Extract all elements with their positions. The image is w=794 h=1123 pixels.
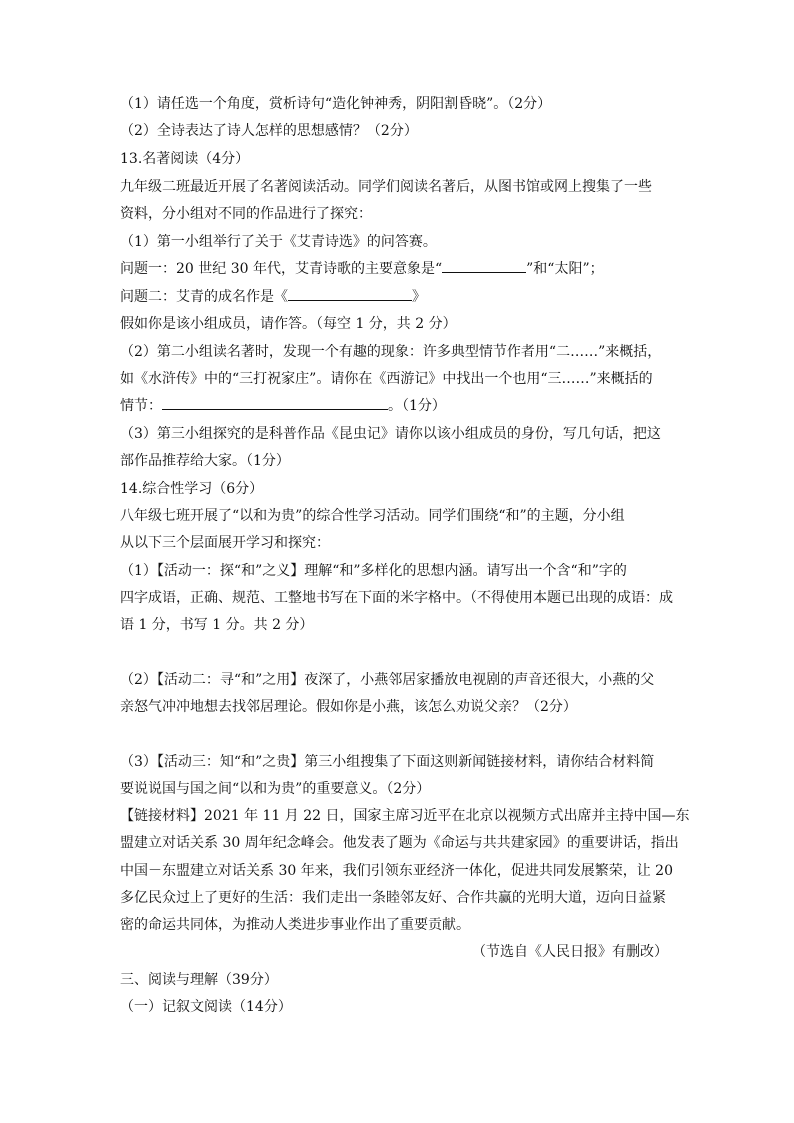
question-text: ”和“太阳”； — [526, 261, 604, 277]
question-line-with-blank — [120, 288, 426, 306]
answer-blank[interactable] — [288, 288, 412, 301]
section-13-heading: 13.名著阅读（4分） — [120, 151, 250, 167]
material-line: 中国－东盟建立对话关系 30 年来，我们引领东亚经济一体化，促进共同发展繁荣，让 20 — [120, 863, 673, 879]
paragraph-line: （2）【活动二：寻“和”之用】夜深了，小燕邻居家播放电视剧的声音还很大，小燕的父 — [120, 672, 655, 688]
paragraph-line: 从以下三个层面展开学习和探究： — [120, 535, 330, 551]
answer-blank[interactable] — [162, 397, 388, 410]
question-line-with-blank — [120, 397, 446, 415]
answer-blank[interactable] — [442, 260, 526, 273]
paragraph-line: （1）第一小组举行了关于《艾青诗选》的问答赛。 — [120, 234, 437, 250]
question-text: 问题一：20 世纪 30 年代，艾青诗歌的主要意象是“ — [120, 261, 443, 277]
question-text: 问题二：艾青的成名作是《 — [120, 289, 288, 305]
paragraph-line: 九年级二班最近开展了名著阅读活动。同学们阅读名著后，从图书馆或网上搜集了一些 — [120, 179, 652, 195]
paragraph-line: （1）【活动一：探“和”之义】理解“和”多样化的思想内涵。请写出一个含“和”字的 — [120, 563, 627, 579]
paragraph-line: 如《水浒传》中的“三打祝家庄”。请你在《西游记》中找出一个也用“三……”来概括的 — [120, 371, 653, 387]
question-line-with-blank — [120, 260, 604, 278]
paragraph-line: 资料，分小组对不同的作品进行了探究： — [120, 206, 372, 222]
paragraph-line: 假如你是该小组成员，请作答。（每空 1 分，共 2 分） — [120, 316, 457, 332]
paragraph-line: （3）【活动三：知“和”之贵】第三小组搜集了下面这则新闻链接材料，请你结合材料简 — [120, 754, 655, 770]
paragraph-line: 要说说国与国之间“以和为贵”的重要意义。（2分） — [120, 781, 431, 797]
subsection-heading: （一）记叙文阅读（14分） — [120, 999, 292, 1015]
section-14-heading: 14.综合性学习（6分） — [120, 481, 264, 497]
paragraph-line: （3）第三小组探究的是科普作品《昆虫记》请你以该小组成员的身份，写几句话，把这 — [120, 426, 661, 442]
paragraph-line: 亲怒气冲冲地想去找邻居理论。假如你是小燕，该怎么劝说父亲？（2分） — [120, 699, 577, 715]
question-text: 情节： — [120, 398, 162, 414]
paragraph-line: 语 1 分，书写 1 分。共 2 分） — [120, 617, 314, 633]
material-line: 密的命运共同体，为推动人类进步事业作出了重要贡献。 — [120, 917, 470, 933]
section-3-heading: 三、阅读与理解（39分） — [120, 972, 278, 988]
paragraph-line: 部作品推荐给大家。（1分） — [120, 453, 290, 469]
material-line: 【链接材料】2021 年 11 月 22 日，国家主席习近平在北京以视频方式出席并主持中国—东 — [120, 808, 690, 824]
question-1-line: （1）请任选一个角度，赏析诗句“造化钟神秀，阴阳割昏晓”。（2分） — [120, 96, 552, 112]
question-2-line: （2）全诗表达了诗人怎样的思想感情？（2分） — [120, 123, 418, 139]
source-note: （节选自《人民日报》有删改） — [472, 944, 668, 960]
paragraph-line: （2）第二小组读名著时，发现一个有趣的现象：许多典型情节作者用“二……”来概括， — [120, 344, 662, 360]
question-text: 》 — [412, 289, 426, 305]
material-line: 盟建立对话关系 30 周年纪念峰会。他发表了题为《命运与共共建家园》的重要讲话，指出 — [120, 835, 679, 851]
material-line: 多亿民众过上了更好的生活：我们走出一条睦邻友好、合作共赢的光明大道，迈向日益紧 — [120, 890, 666, 906]
question-text: 。（1分） — [388, 398, 446, 414]
paragraph-line: 八年级七班开展了“以和为贵”的综合性学习活动。同学们围绕“和”的主题，分小组 — [120, 508, 625, 524]
paragraph-line: 四字成语，正确、规范、工整地书写在下面的米字格中。（不得使用本题已出现的成语：成 — [120, 590, 673, 606]
